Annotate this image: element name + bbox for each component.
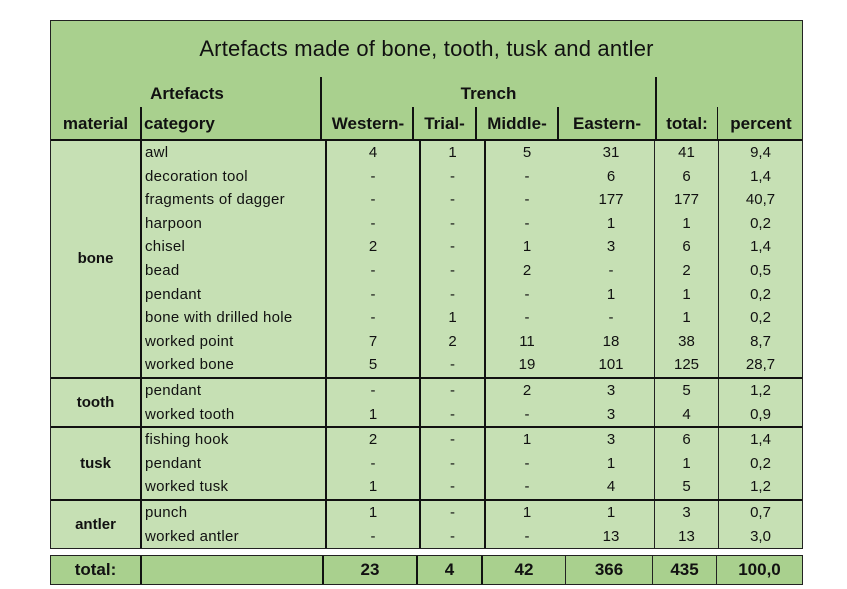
material-cell: antler bbox=[75, 515, 116, 533]
percent-cell: 0,5 bbox=[719, 259, 803, 283]
category-cell: worked point bbox=[141, 330, 326, 354]
table-row bbox=[51, 525, 802, 549]
eastern-cell: 1 bbox=[606, 454, 616, 472]
total-cell: 177 bbox=[655, 188, 719, 212]
trial-cell: 1 bbox=[420, 306, 485, 330]
category-cell: bead bbox=[141, 259, 326, 283]
material-cell: tooth bbox=[51, 378, 141, 427]
western-cell: 1 bbox=[326, 403, 420, 428]
category-cell: pendant bbox=[141, 378, 326, 403]
total-cell: 4 bbox=[655, 403, 719, 428]
table-row bbox=[51, 452, 802, 476]
trial-cell: - bbox=[420, 283, 485, 307]
eastern-cell: 18 bbox=[602, 332, 620, 350]
total-cell: 6 bbox=[655, 235, 719, 259]
total-cell: 1 bbox=[655, 283, 719, 307]
trial-cell: - bbox=[420, 259, 485, 283]
header-percent: percent bbox=[730, 114, 792, 133]
percent-cell: 1,4 bbox=[719, 235, 803, 259]
header-category: category bbox=[144, 114, 215, 133]
category-cell: pendant bbox=[141, 452, 326, 476]
category-cell: punch bbox=[141, 500, 326, 525]
eastern-cell: 101 bbox=[568, 353, 655, 378]
western-cell: 7 bbox=[326, 330, 420, 354]
table-row bbox=[51, 403, 802, 428]
totals-percent: 100,0 bbox=[717, 556, 803, 584]
table-row bbox=[51, 500, 802, 525]
category-cell: worked bone bbox=[141, 353, 326, 378]
eastern-cell: 1 bbox=[606, 285, 616, 303]
eastern-cell: - bbox=[608, 261, 614, 279]
category-cell: pendant bbox=[141, 283, 326, 307]
header-trench: Trench bbox=[460, 84, 517, 103]
percent-cell: 40,7 bbox=[719, 188, 803, 212]
table-row bbox=[51, 378, 802, 403]
middle-cell: - bbox=[485, 475, 568, 500]
middle-cell: - bbox=[485, 283, 568, 307]
trial-cell: - bbox=[420, 188, 485, 212]
percent-cell: 0,9 bbox=[719, 403, 803, 428]
category-cell: worked tusk bbox=[141, 475, 326, 500]
trial-cell: - bbox=[420, 500, 485, 525]
total-cell: 5 bbox=[655, 475, 719, 500]
header-material: material bbox=[62, 114, 129, 133]
eastern-cell: 3 bbox=[568, 403, 655, 428]
percent-cell: 0,2 bbox=[719, 306, 803, 330]
table-row bbox=[51, 259, 802, 283]
table-header bbox=[51, 77, 802, 141]
trial-cell: - bbox=[420, 353, 485, 378]
totals-total: 435 bbox=[653, 556, 717, 584]
middle-cell: 5 bbox=[485, 141, 568, 165]
table-body bbox=[51, 141, 802, 548]
table-row bbox=[51, 353, 802, 378]
percent-cell: 0,7 bbox=[719, 500, 803, 525]
divider bbox=[140, 107, 142, 139]
eastern-cell: 1 bbox=[606, 503, 616, 521]
totals-trial: 4 bbox=[417, 556, 482, 584]
percent-cell: 9,4 bbox=[719, 141, 803, 165]
category-cell: decoration tool bbox=[141, 165, 326, 189]
category-cell: bone with drilled hole bbox=[141, 306, 326, 330]
middle-cell: 1 bbox=[485, 235, 568, 259]
western-cell: - bbox=[326, 525, 420, 549]
western-cell: - bbox=[326, 283, 420, 307]
percent-cell: 28,7 bbox=[719, 353, 803, 378]
percent-cell: 8,7 bbox=[719, 330, 803, 354]
table-main bbox=[50, 20, 803, 549]
category-cell: fishing hook bbox=[141, 427, 326, 452]
total-cell: 13 bbox=[655, 525, 719, 549]
middle-cell: 19 bbox=[485, 353, 568, 378]
total-cell: 1 bbox=[655, 306, 719, 330]
eastern-cell: 6 bbox=[606, 167, 616, 185]
middle-cell: - bbox=[485, 525, 568, 549]
totals-middle: 42 bbox=[482, 556, 566, 584]
western-cell: 5 bbox=[326, 353, 420, 378]
eastern-cell: 3 bbox=[606, 381, 616, 399]
header-trial: Trial- bbox=[424, 114, 465, 133]
table-row bbox=[51, 427, 802, 452]
trial-cell: - bbox=[420, 165, 485, 189]
eastern-cell: 4 bbox=[568, 475, 655, 500]
western-cell: - bbox=[326, 212, 420, 236]
western-cell: 2 bbox=[326, 235, 420, 259]
category-cell: chisel bbox=[141, 235, 326, 259]
western-cell: 4 bbox=[326, 141, 420, 165]
total-cell: 41 bbox=[655, 141, 719, 165]
middle-cell: 1 bbox=[485, 427, 568, 452]
middle-cell: - bbox=[485, 212, 568, 236]
trial-cell: - bbox=[420, 403, 485, 428]
trial-cell: 1 bbox=[420, 141, 485, 165]
material-cell: tusk bbox=[51, 427, 141, 500]
percent-cell: 0,2 bbox=[719, 283, 803, 307]
category-cell: worked tooth bbox=[141, 403, 326, 428]
middle-cell: - bbox=[485, 452, 568, 476]
middle-cell: - bbox=[485, 188, 568, 212]
totals-row bbox=[50, 555, 803, 585]
eastern-cell: 13 bbox=[602, 527, 620, 545]
header-eastern: Eastern- bbox=[572, 114, 642, 133]
totals-label: total: bbox=[74, 560, 117, 580]
middle-cell: 1 bbox=[485, 500, 568, 525]
total-cell: 125 bbox=[655, 353, 719, 378]
percent-cell: 1,4 bbox=[719, 165, 803, 189]
western-cell: 1 bbox=[326, 500, 420, 525]
material-cell: bone bbox=[51, 141, 141, 378]
western-cell: - bbox=[326, 165, 420, 189]
table-row bbox=[51, 475, 802, 500]
middle-cell: - bbox=[485, 306, 568, 330]
western-cell: - bbox=[326, 306, 420, 330]
percent-cell: 0,2 bbox=[719, 212, 803, 236]
trial-cell: - bbox=[420, 235, 485, 259]
western-cell: - bbox=[326, 188, 420, 212]
table-row bbox=[51, 330, 802, 354]
header-middle: Middle- bbox=[487, 114, 547, 133]
trial-cell: 2 bbox=[420, 330, 485, 354]
percent-cell: 0,2 bbox=[719, 452, 803, 476]
totals-western: 23 bbox=[323, 556, 417, 584]
trial-cell: - bbox=[420, 475, 485, 500]
total-cell: 1 bbox=[655, 212, 719, 236]
trial-cell: - bbox=[420, 452, 485, 476]
category-cell: worked antler bbox=[141, 525, 326, 549]
table-title: Artefacts made of bone, tooth, tusk and antler bbox=[51, 21, 802, 77]
trial-cell: - bbox=[420, 427, 485, 452]
total-cell: 3 bbox=[655, 500, 719, 525]
western-cell: - bbox=[326, 378, 420, 403]
western-cell: 1 bbox=[326, 475, 420, 500]
western-cell: - bbox=[326, 259, 420, 283]
header-artefacts: Artefacts bbox=[150, 84, 224, 103]
totals-blank bbox=[141, 556, 323, 584]
total-cell: 38 bbox=[655, 330, 719, 354]
trial-cell: - bbox=[420, 378, 485, 403]
table-row bbox=[51, 212, 802, 236]
percent-cell: 1,4 bbox=[719, 427, 803, 452]
eastern-cell: - bbox=[608, 309, 614, 327]
total-cell: 1 bbox=[655, 452, 719, 476]
trial-cell: - bbox=[420, 525, 485, 549]
eastern-cell: 177 bbox=[598, 191, 624, 209]
middle-cell: - bbox=[485, 165, 568, 189]
totals-eastern: 366 bbox=[566, 556, 653, 584]
table-row bbox=[51, 188, 802, 212]
table-row bbox=[51, 283, 802, 307]
eastern-cell: 3 bbox=[606, 431, 616, 449]
percent-cell: 1,2 bbox=[719, 378, 803, 403]
western-cell: - bbox=[326, 452, 420, 476]
total-cell: 6 bbox=[655, 165, 719, 189]
table-row bbox=[51, 141, 802, 165]
middle-cell: - bbox=[485, 403, 568, 428]
middle-cell: 2 bbox=[485, 378, 568, 403]
eastern-cell: 3 bbox=[606, 238, 616, 256]
artefacts-table bbox=[50, 20, 803, 585]
middle-cell: 2 bbox=[485, 259, 568, 283]
total-cell: 5 bbox=[655, 378, 719, 403]
header-western: Western- bbox=[331, 114, 405, 133]
category-cell: harpoon bbox=[141, 212, 326, 236]
percent-cell: 3,0 bbox=[719, 525, 803, 549]
table-row bbox=[51, 235, 802, 259]
category-cell: fragments of dagger bbox=[141, 188, 326, 212]
category-cell: awl bbox=[141, 141, 326, 165]
western-cell: 2 bbox=[326, 427, 420, 452]
total-cell: 6 bbox=[655, 427, 719, 452]
header-total: total: bbox=[666, 114, 708, 133]
percent-cell: 1,2 bbox=[719, 475, 803, 500]
table-row bbox=[51, 306, 802, 330]
total-cell: 2 bbox=[655, 259, 719, 283]
eastern-cell: 31 bbox=[602, 144, 620, 161]
eastern-cell: 1 bbox=[606, 214, 616, 232]
trial-cell: - bbox=[420, 212, 485, 236]
middle-cell: 11 bbox=[485, 330, 568, 354]
table-row bbox=[51, 165, 802, 189]
